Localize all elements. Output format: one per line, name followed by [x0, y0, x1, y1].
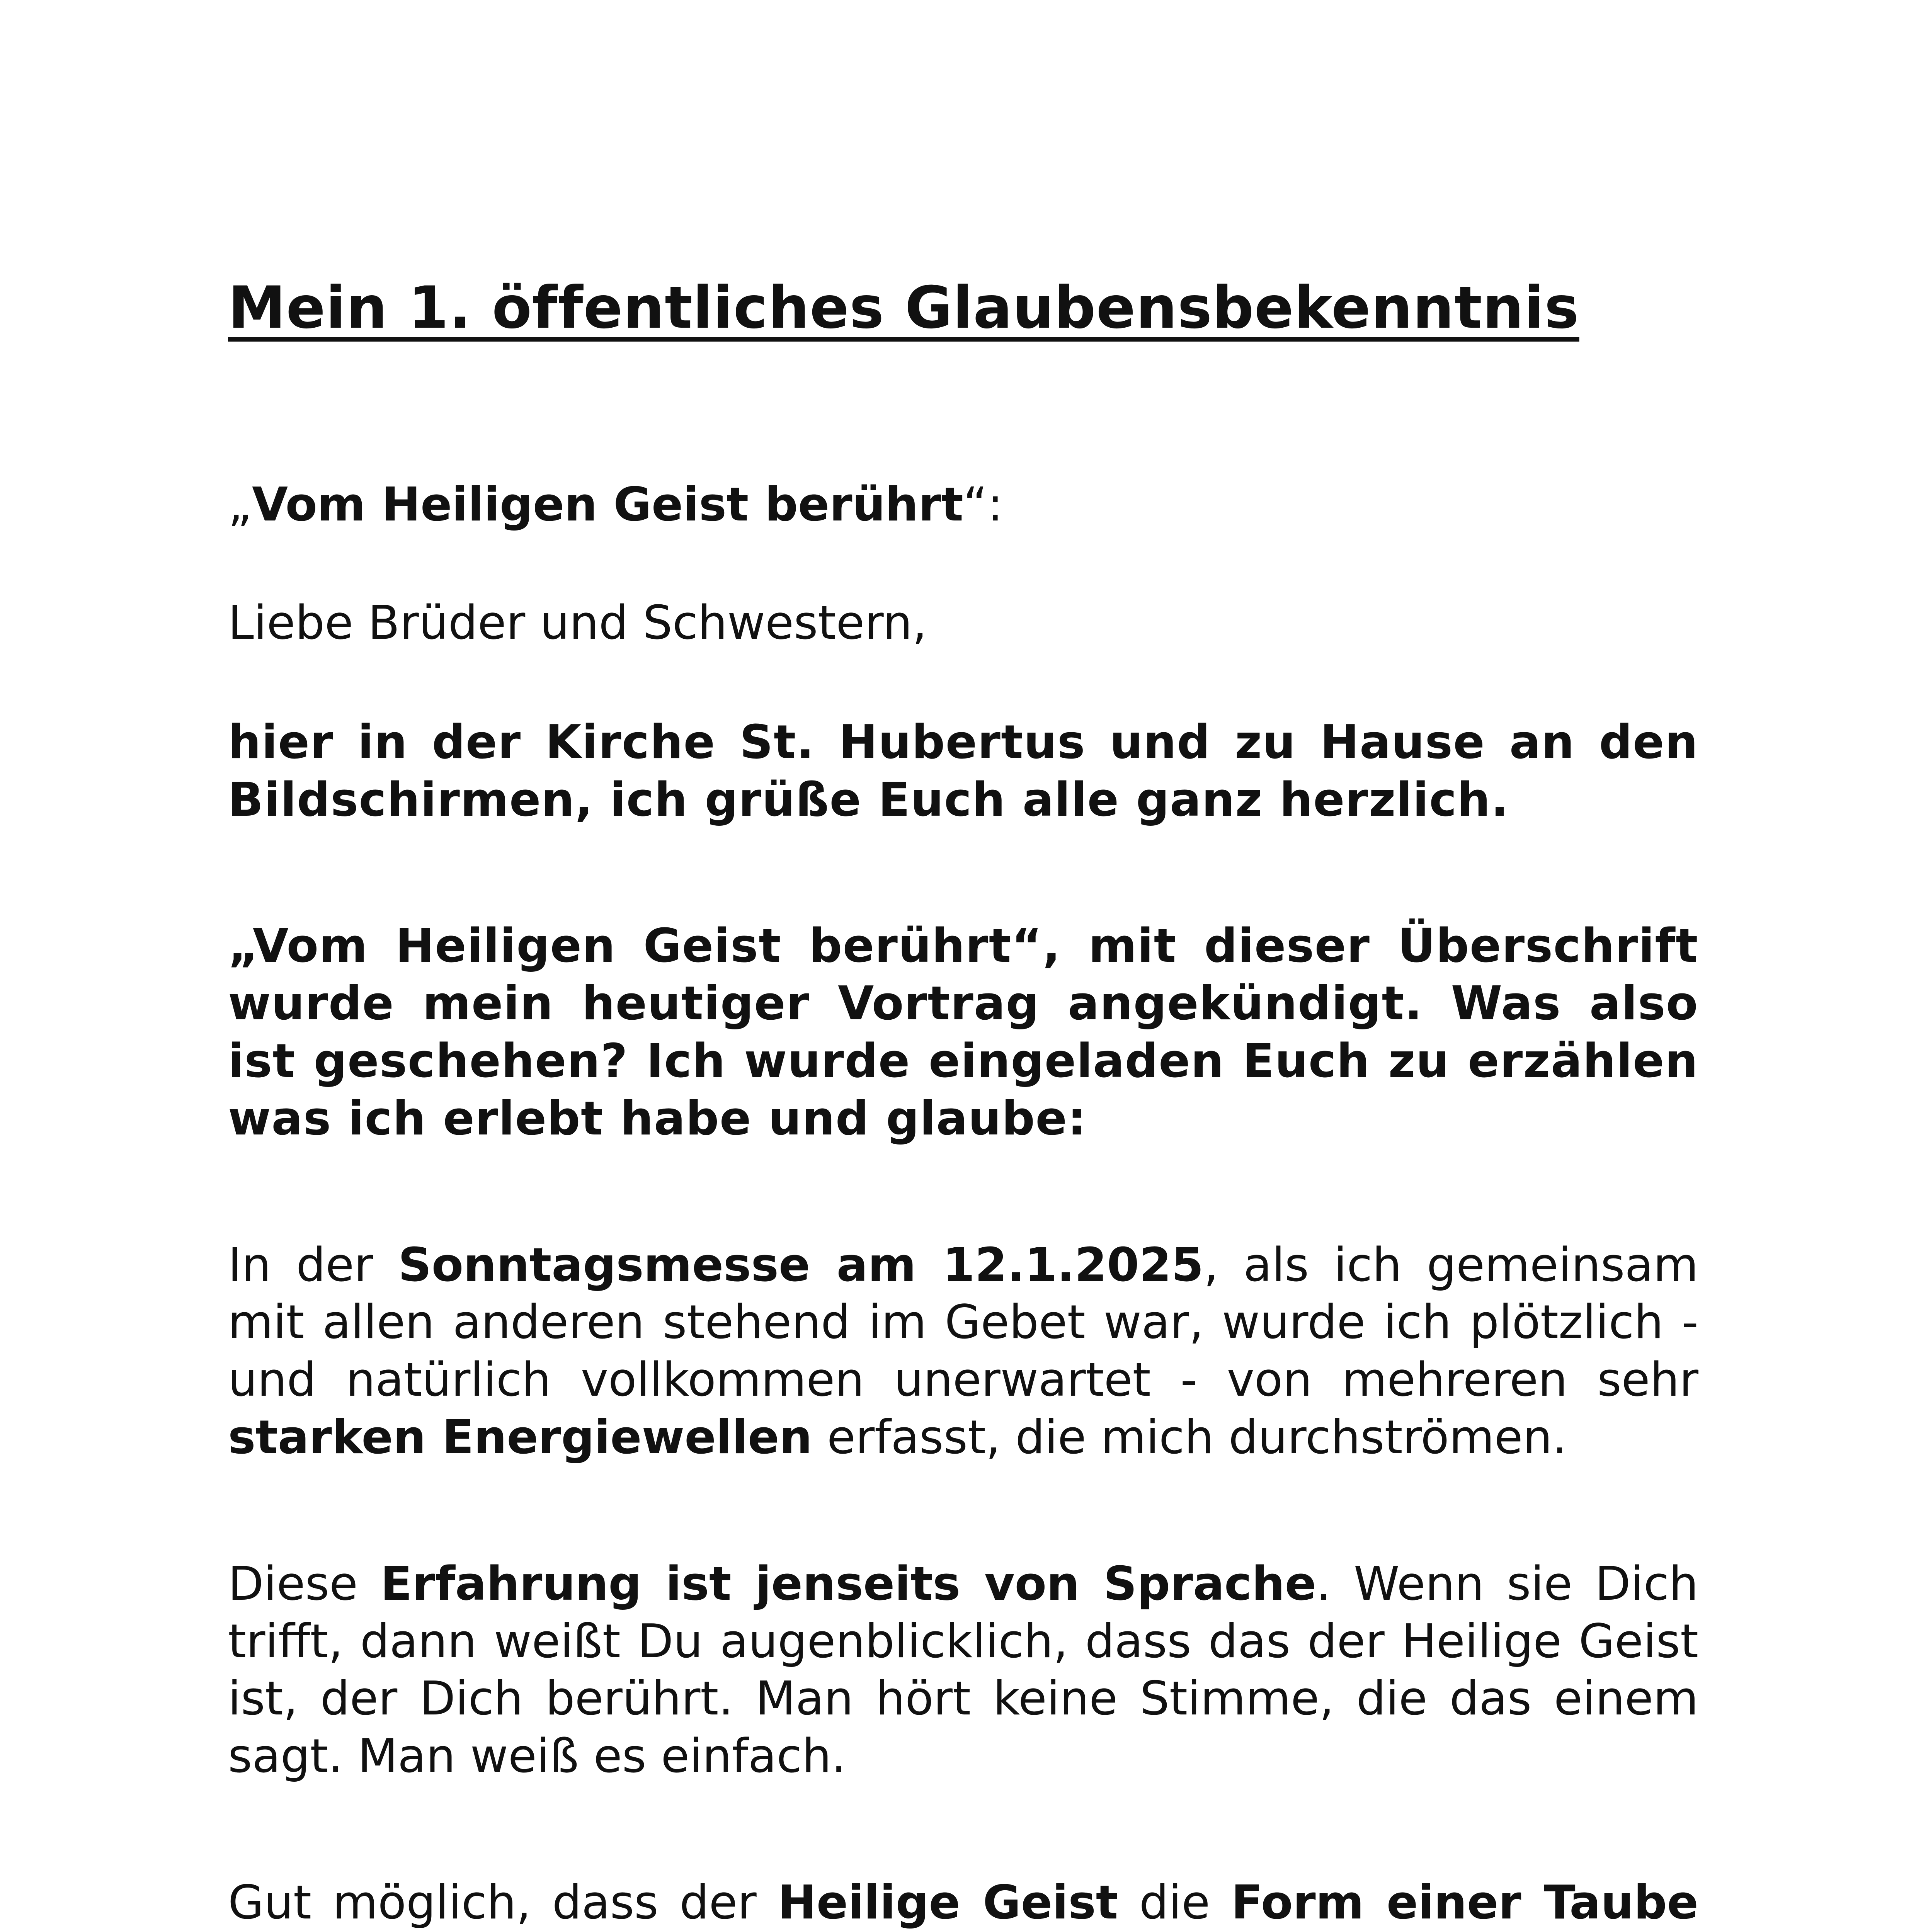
bold-span: Sonntagsmesse am 12.1.2025: [398, 1238, 1204, 1292]
text-span: erfasst, die mich durchströmen.: [812, 1410, 1567, 1464]
text-span: . Wenn sie Dich trifft, dann weißt Du augenblicklich, dass das der Heilige Geist ist, der Dich berührt. Man hört keine Stimme, die das einem sagt. Man weiß es einfach.: [228, 1557, 1698, 1784]
bold-span: Heilige Geist: [778, 1876, 1118, 1930]
paragraph-welcome: hier in der Kirche St. Hubertus und zu Hause an den Bildschirmen, ich grüße Euch alle ganz herzlich.: [228, 715, 1698, 827]
paragraph-mass: [228, 1237, 1698, 1467]
greeting: Liebe Brüder und Schwestern,: [228, 596, 927, 650]
text-span: , als ich gemeinsam mit allen anderen stehend im Gebet war, wurde ich plötzlich - und natürlich vollkommen unerwartet - von mehreren sehr: [228, 1238, 1698, 1407]
paragraph-intro: „Vom Heiligen Geist berührt“, mit dieser Überschrift wurde mein heutiger Vortrag angekündigt. Was also ist geschehen? Ich wurde eingeladen Euch zu erzählen was ich erlebt habe und glaube:: [228, 919, 1698, 1146]
text-span: Diese: [228, 1557, 381, 1611]
subtitle-text: Vom Heiligen Geist berührt: [252, 478, 963, 532]
bold-span: Form einer Taube: [1231, 1876, 1698, 1930]
bold-span: Erfahrung ist jenseits von Sprache: [380, 1557, 1317, 1611]
paragraph-dove: [228, 1874, 1698, 1932]
subtitle-open-quote: „: [228, 478, 252, 532]
text-span: In der: [228, 1238, 398, 1292]
text-span: die: [1118, 1876, 1231, 1930]
bold-span: starken Energiewellen: [228, 1410, 812, 1464]
paragraph-experience: [228, 1556, 1698, 1786]
page-title: Mein 1. öffentliches Glaubensbekenntnis: [228, 274, 1579, 342]
subtitle-close: “:: [963, 478, 1003, 532]
text-span: Gut möglich, dass der: [228, 1876, 778, 1930]
document-body: [228, 270, 1698, 1932]
subtitle: [228, 477, 1698, 533]
